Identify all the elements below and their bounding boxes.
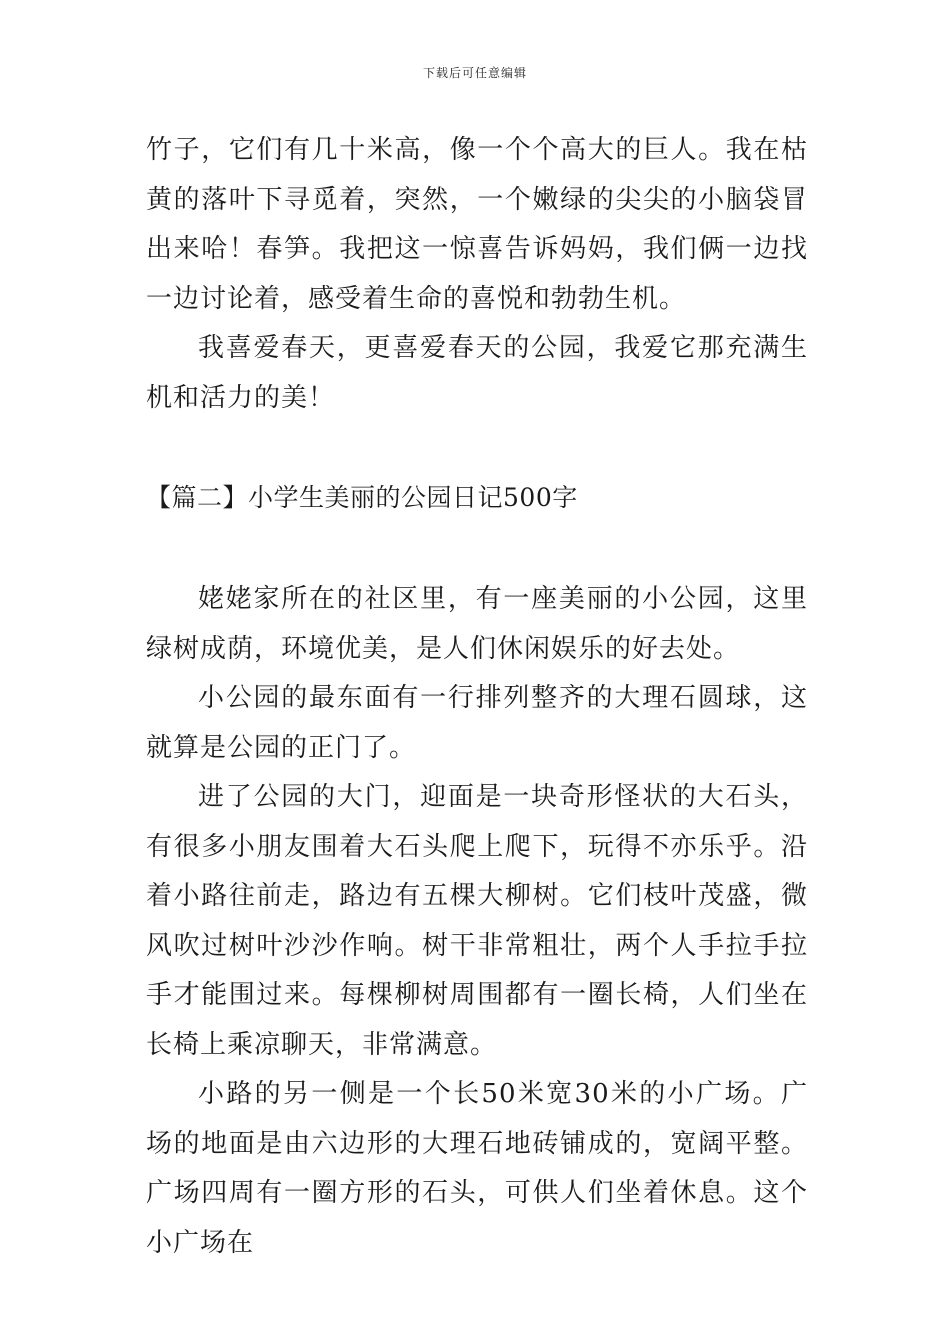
paragraph-big-stone: 进了公园的大门，迎面是一块奇形怪状的大石头，有很多小朋友围着大石头爬上爬下，玩得不亦乐乎。沿着小路往前走，路边有五棵大柳树。它们枝叶茂盛，微风吹过树叶沙沙作响。树干非常粗壮，两个人手拉手拉手才能围过来。每棵柳树周围都有一圈长椅，人们坐在长椅上乘凉聊天，非常满意。 — [146, 782, 808, 1060]
page-header: 下载后可任意编辑 — [422, 66, 527, 80]
paragraph-love-spring: 我喜爱春天，更喜爱春天的公园，我爱它那充满生机和活力的美！ — [146, 333, 808, 413]
paragraph-community-park: 姥姥家所在的社区里，有一座美丽的小公园，这里绿树成荫，环境优美，是人们休闲娱乐的好去处。 — [146, 584, 808, 664]
section-heading: 【篇二】小学生美丽的公园日记500字 — [146, 483, 578, 512]
paragraph-east-gate: 小公园的最东面有一行排列整齐的大理石圆球，这就算是公园的正门了。 — [146, 683, 808, 763]
paragraph-small-square: 小路的另一侧是一个长50米宽30米的小广场。广场的地面是由六边形的大理石地砖铺成的，宽阔平整。广场四周有一圈方形的石头，可供人们坐着休息。这个小广场在 — [146, 1079, 808, 1258]
paragraph-bamboo: 竹子，它们有几十米高，像一个个高大的巨人。我在枯黄的落叶下寻觅着，突然，一个嫩绿的尖尖的小脑袋冒出来哈！春笋。我把这一惊喜告诉妈妈，我们俩一边找一边讨论着，感受着生命的喜悦和勃勃生机。 — [146, 135, 808, 314]
